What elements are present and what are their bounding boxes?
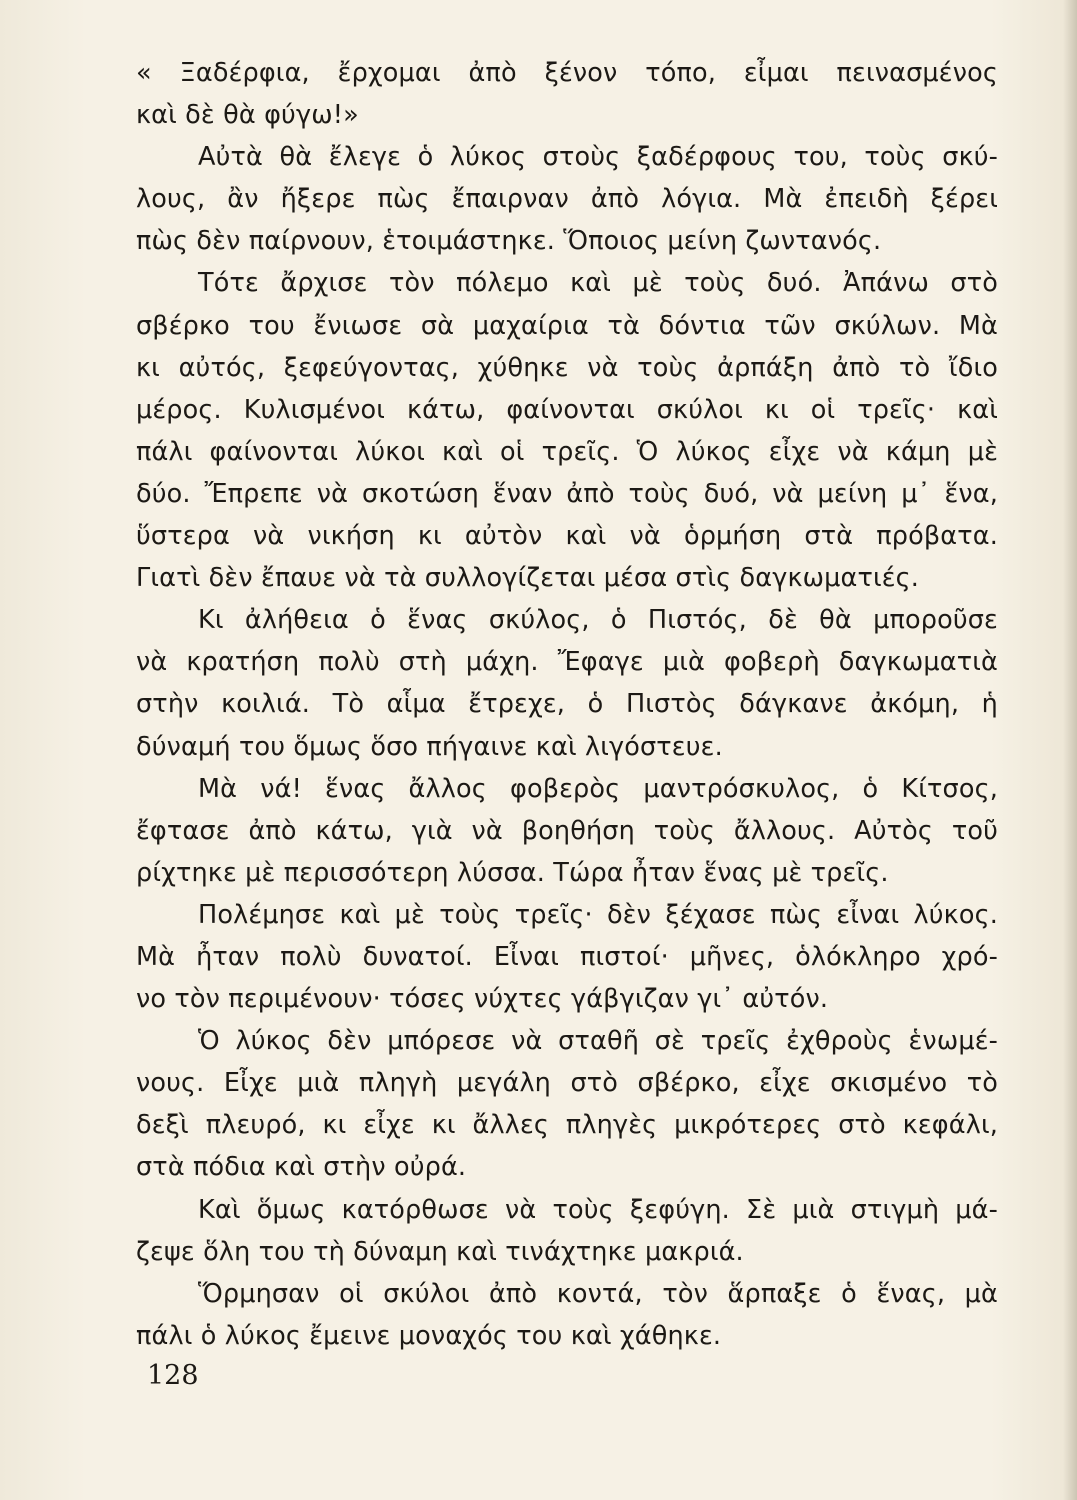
text-line: Γιατὶ δὲν ἔπαυε νὰ τὰ συλλογίζεται μέσα στὶς δαγκωματιές. [136, 563, 920, 594]
text-line: Ὁ λύκος δὲν μπόρεσε νὰ σταθῆ σὲ τρεῖς ἐχθροὺς ἑνωμέ- [198, 1026, 998, 1057]
text-line: Τότε ἄρχισε τὸν πόλεμο καὶ μὲ τοὺς δυό. Ἀπάνω στὸ [198, 268, 998, 299]
text-line: ρίχτηκε μὲ περισσότερη λύσσα. Τώρα ἦταν ἕνας μὲ τρεῖς. [136, 857, 889, 888]
text-line: Κι ἀλήθεια ὁ ἕνας σκύλος, ὁ Πιστός, δὲ θὰ μποροῦσε [198, 605, 998, 636]
text-line: πὼς δὲν παίρνουν, ἑτοιμάστηκε. Ὅποιος μείνη ζωντανός. [136, 226, 882, 257]
text-line: Μὰ νά! ἕνας ἄλλος φοβερὸς μαντρόσκυλος, ὁ Κίτσος, [198, 773, 998, 804]
text-line: νο τὸν περιμένουν· τόσες νύχτες γάβγιζαν γι᾿ αὐτόν. [136, 984, 829, 1015]
text-line: νὰ κρατήση πολὺ στὴ μάχη. Ἔφαγε μιὰ φοβερὴ δαγκωματιὰ [136, 647, 998, 678]
text-line: κι αὐτός, ξεφεύγοντας, χύθηκε νὰ τοὺς ἀρπάξη ἀπὸ τὸ ἴδιο [136, 352, 998, 383]
text-line: ὕστερα νὰ νικήση κι αὐτὸν καὶ νὰ ὁρμήση στὰ πρόβατα. [136, 521, 998, 552]
body-text [136, 52, 998, 1357]
text-line: δύο. Ἔπρεπε νὰ σκοτώση ἕναν ἀπὸ τοὺς δυό, νὰ μείνη μ᾿ ἕνα, [136, 478, 998, 509]
text-line: πάλι ὁ λύκος ἔμεινε μοναχός του καὶ χάθηκε. [136, 1320, 722, 1351]
text-line: Πολέμησε καὶ μὲ τοὺς τρεῖς· δὲν ξέχασε πὼς εἶναι λύκος. [198, 899, 998, 930]
text-line: δεξὶ πλευρό, κι εἶχε κι ἄλλες πληγὲς μικρότερες στὸ κεφάλι, [136, 1110, 998, 1141]
text-line: Ὅρμησαν οἱ σκύλοι ἀπὸ κοντά, τὸν ἅρπαξε ὁ ἕνας, μὰ [198, 1278, 998, 1309]
text-line: ἔφτασε ἀπὸ κάτω, γιὰ νὰ βοηθήση τοὺς ἄλλους. Αὐτὸς τοῦ [136, 815, 998, 846]
text-line: σβέρκο του ἔνιωσε σὰ μαχαίρια τὰ δόντια τῶν σκύλων. Μὰ [136, 310, 998, 341]
page-spine-shadow [1063, 0, 1077, 1500]
text-line: « Ξαδέρφια, ἔρχομαι ἀπὸ ξένον τόπο, εἶμαι πεινασμένος [136, 58, 998, 88]
text-line: μέρος. Κυλισμένοι κάτω, φαίνονται σκύλοι κι οἱ τρεῖς· καὶ [136, 394, 998, 425]
text-line: στὰ πόδια καὶ στὴν οὐρά. [136, 1152, 467, 1183]
text-line: καὶ δὲ θὰ φύγω!» [136, 100, 359, 131]
text-line: Μὰ ἦταν πολὺ δυνατοί. Εἶναι πιστοί· μῆνες, ὁλόκληρο χρό- [136, 941, 998, 972]
text-line: λους, ἂν ἤξερε πὼς ἔπαιρναν ἀπὸ λόγια. Μὰ ἐπειδὴ ξέρει [136, 184, 998, 215]
text-line: στὴν κοιλιά. Τὸ αἷμα ἔτρεχε, ὁ Πιστὸς δάγκανε ἀκόμη, ἡ [136, 689, 998, 720]
text-line: Καὶ ὅμως κατόρθωσε νὰ τοὺς ξεφύγη. Σὲ μιὰ στιγμὴ μά- [198, 1194, 998, 1225]
text-line: πάλι φαίνονται λύκοι καὶ οἱ τρεῖς. Ὁ λύκος εἶχε νὰ κάμη μὲ [136, 436, 998, 467]
text-line: δύναμή του ὅμως ὅσο πήγαινε καὶ λιγόστευε. [136, 731, 723, 762]
text-line: Αὐτὰ θὰ ἔλεγε ὁ λύκος στοὺς ξαδέρφους του, τοὺς σκύ- [198, 142, 998, 173]
text-line: νους. Εἶχε μιὰ πληγὴ μεγάλη στὸ σβέρκο, εἶχε σκισμένο τὸ [136, 1068, 998, 1099]
text-line: ζεψε ὅλη του τὴ δύναμη καὶ τινάχτηκε μακριά. [136, 1236, 744, 1267]
page-number: 128 [147, 1360, 199, 1391]
